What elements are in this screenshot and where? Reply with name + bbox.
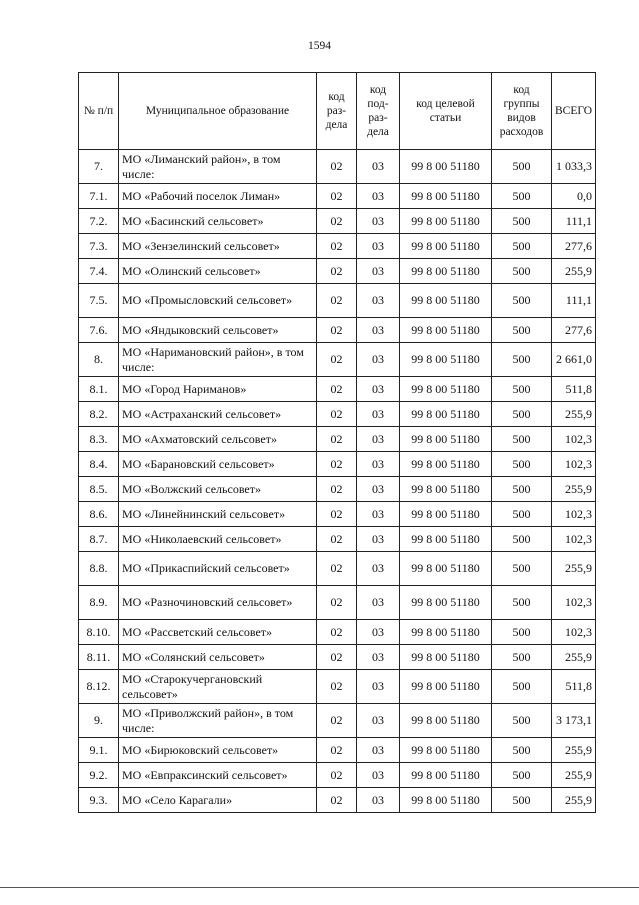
cell-total: 102,3 — [552, 586, 596, 620]
cell-municipality: МО «Басинский сельсовет» — [119, 209, 317, 234]
cell-expense-group-code: 500 — [492, 788, 552, 813]
cell-total: 255,9 — [552, 259, 596, 284]
cell-num: 7.6. — [79, 318, 119, 343]
cell-municipality: МО «Бирюковский сельсовет» — [119, 738, 317, 763]
cell-section-code: 02 — [317, 527, 357, 552]
cell-num: 8.7. — [79, 527, 119, 552]
table-header-row — [79, 73, 596, 150]
cell-total: 255,9 — [552, 477, 596, 502]
cell-num: 8.10. — [79, 620, 119, 645]
table-row — [79, 377, 596, 402]
cell-num: 8.4. — [79, 452, 119, 477]
cell-municipality: МО «Прикаспийский сельсовет» — [119, 552, 317, 586]
cell-subsection-code: 03 — [357, 318, 400, 343]
cell-municipality: МО «Промысловский сельсовет» — [119, 284, 317, 318]
cell-subsection-code: 03 — [357, 586, 400, 620]
cell-section-code: 02 — [317, 318, 357, 343]
table-row — [79, 150, 596, 184]
cell-total: 111,1 — [552, 284, 596, 318]
cell-expense-group-code: 500 — [492, 259, 552, 284]
table-row — [79, 452, 596, 477]
cell-subsection-code: 03 — [357, 452, 400, 477]
table-row — [79, 402, 596, 427]
cell-target-code: 99 8 00 51180 — [400, 427, 492, 452]
table-row — [79, 670, 596, 704]
cell-target-code: 99 8 00 51180 — [400, 452, 492, 477]
cell-subsection-code: 03 — [357, 150, 400, 184]
cell-section-code: 02 — [317, 150, 357, 184]
table-row — [79, 427, 596, 452]
table-row — [79, 763, 596, 788]
cell-total: 255,9 — [552, 645, 596, 670]
cell-expense-group-code: 500 — [492, 620, 552, 645]
cell-municipality: МО «Астраханский сельсовет» — [119, 402, 317, 427]
table-row — [79, 209, 596, 234]
cell-section-code: 02 — [317, 343, 357, 377]
cell-total: 102,3 — [552, 427, 596, 452]
cell-num: 8.2. — [79, 402, 119, 427]
cell-expense-group-code: 500 — [492, 452, 552, 477]
cell-municipality: МО «Наримановский район», в том числе: — [119, 343, 317, 377]
cell-section-code: 02 — [317, 704, 357, 738]
cell-num: 9.1. — [79, 738, 119, 763]
cell-num: 7.2. — [79, 209, 119, 234]
cell-municipality: МО «Ахматовский сельсовет» — [119, 427, 317, 452]
cell-num: 8.8. — [79, 552, 119, 586]
table-row — [79, 788, 596, 813]
cell-subsection-code: 03 — [357, 763, 400, 788]
cell-expense-group-code: 500 — [492, 284, 552, 318]
header-target-code: код целевой статьи — [400, 73, 492, 150]
cell-section-code: 02 — [317, 402, 357, 427]
cell-section-code: 02 — [317, 452, 357, 477]
cell-section-code: 02 — [317, 284, 357, 318]
cell-target-code: 99 8 00 51180 — [400, 645, 492, 670]
cell-expense-group-code: 500 — [492, 670, 552, 704]
table-row — [79, 586, 596, 620]
cell-target-code: 99 8 00 51180 — [400, 670, 492, 704]
cell-expense-group-code: 500 — [492, 586, 552, 620]
cell-expense-group-code: 500 — [492, 704, 552, 738]
table-row — [79, 284, 596, 318]
table-row — [79, 704, 596, 738]
table-row — [79, 502, 596, 527]
cell-subsection-code: 03 — [357, 259, 400, 284]
cell-expense-group-code: 500 — [492, 377, 552, 402]
cell-expense-group-code: 500 — [492, 763, 552, 788]
cell-section-code: 02 — [317, 477, 357, 502]
header-num: № п/п — [79, 73, 119, 150]
cell-total: 255,9 — [552, 552, 596, 586]
cell-expense-group-code: 500 — [492, 343, 552, 377]
cell-num: 8.11. — [79, 645, 119, 670]
cell-municipality: МО «Николаевский сельсовет» — [119, 527, 317, 552]
cell-num: 7. — [79, 150, 119, 184]
cell-section-code: 02 — [317, 502, 357, 527]
budget-table — [78, 72, 596, 813]
cell-target-code: 99 8 00 51180 — [400, 738, 492, 763]
page-number: 1594 — [308, 40, 331, 52]
cell-total: 255,9 — [552, 763, 596, 788]
cell-target-code: 99 8 00 51180 — [400, 259, 492, 284]
cell-section-code: 02 — [317, 738, 357, 763]
cell-target-code: 99 8 00 51180 — [400, 318, 492, 343]
cell-subsection-code: 03 — [357, 234, 400, 259]
cell-municipality: МО «Евпраксинский сельсовет» — [119, 763, 317, 788]
cell-subsection-code: 03 — [357, 670, 400, 704]
cell-expense-group-code: 500 — [492, 234, 552, 259]
cell-num: 8.5. — [79, 477, 119, 502]
cell-total: 255,9 — [552, 788, 596, 813]
cell-num: 8. — [79, 343, 119, 377]
cell-section-code: 02 — [317, 234, 357, 259]
cell-subsection-code: 03 — [357, 552, 400, 586]
cell-section-code: 02 — [317, 209, 357, 234]
cell-municipality: МО «Волжский сельсовет» — [119, 477, 317, 502]
table-row — [79, 234, 596, 259]
cell-municipality: МО «Село Карагали» — [119, 788, 317, 813]
cell-num: 7.4. — [79, 259, 119, 284]
header-total: ВСЕГО — [552, 73, 596, 150]
cell-expense-group-code: 500 — [492, 502, 552, 527]
cell-section-code: 02 — [317, 427, 357, 452]
cell-num: 8.3. — [79, 427, 119, 452]
cell-expense-group-code: 500 — [492, 402, 552, 427]
cell-section-code: 02 — [317, 620, 357, 645]
cell-municipality: МО «Барановский сельсовет» — [119, 452, 317, 477]
table-row — [79, 620, 596, 645]
cell-total: 0,0 — [552, 184, 596, 209]
table-row — [79, 318, 596, 343]
cell-subsection-code: 03 — [357, 402, 400, 427]
cell-target-code: 99 8 00 51180 — [400, 704, 492, 738]
cell-num: 8.6. — [79, 502, 119, 527]
header-subsection-code: код под- раз- дела — [357, 73, 400, 150]
cell-target-code: 99 8 00 51180 — [400, 586, 492, 620]
table-row — [79, 343, 596, 377]
cell-municipality: МО «Рабочий поселок Лиман» — [119, 184, 317, 209]
cell-expense-group-code: 500 — [492, 209, 552, 234]
cell-municipality: МО «Рассветский сельсовет» — [119, 620, 317, 645]
cell-subsection-code: 03 — [357, 502, 400, 527]
cell-subsection-code: 03 — [357, 184, 400, 209]
cell-subsection-code: 03 — [357, 620, 400, 645]
cell-num: 7.3. — [79, 234, 119, 259]
cell-municipality: МО «Олинский сельсовет» — [119, 259, 317, 284]
cell-num: 7.5. — [79, 284, 119, 318]
cell-subsection-code: 03 — [357, 788, 400, 813]
cell-target-code: 99 8 00 51180 — [400, 209, 492, 234]
cell-target-code: 99 8 00 51180 — [400, 234, 492, 259]
header-municipality: Муниципальное образование — [119, 73, 317, 150]
cell-target-code: 99 8 00 51180 — [400, 150, 492, 184]
cell-total: 3 173,1 — [552, 704, 596, 738]
cell-total: 277,6 — [552, 234, 596, 259]
cell-target-code: 99 8 00 51180 — [400, 377, 492, 402]
cell-total: 2 661,0 — [552, 343, 596, 377]
cell-target-code: 99 8 00 51180 — [400, 402, 492, 427]
cell-section-code: 02 — [317, 670, 357, 704]
cell-target-code: 99 8 00 51180 — [400, 527, 492, 552]
cell-section-code: 02 — [317, 763, 357, 788]
cell-target-code: 99 8 00 51180 — [400, 620, 492, 645]
cell-municipality: МО «Город Нариманов» — [119, 377, 317, 402]
cell-num: 9.3. — [79, 788, 119, 813]
cell-municipality: МО «Яндыковский сельсовет» — [119, 318, 317, 343]
cell-expense-group-code: 500 — [492, 738, 552, 763]
cell-total: 102,3 — [552, 527, 596, 552]
header-section-code: код раз- дела — [317, 73, 357, 150]
cell-expense-group-code: 500 — [492, 318, 552, 343]
cell-subsection-code: 03 — [357, 209, 400, 234]
cell-subsection-code: 03 — [357, 527, 400, 552]
cell-expense-group-code: 500 — [492, 645, 552, 670]
table-row — [79, 738, 596, 763]
cell-total: 277,6 — [552, 318, 596, 343]
cell-num: 8.12. — [79, 670, 119, 704]
cell-expense-group-code: 500 — [492, 427, 552, 452]
cell-num: 9.2. — [79, 763, 119, 788]
cell-subsection-code: 03 — [357, 343, 400, 377]
cell-subsection-code: 03 — [357, 477, 400, 502]
cell-subsection-code: 03 — [357, 738, 400, 763]
table-row — [79, 477, 596, 502]
cell-target-code: 99 8 00 51180 — [400, 284, 492, 318]
cell-total: 255,9 — [552, 738, 596, 763]
cell-subsection-code: 03 — [357, 704, 400, 738]
cell-total: 102,3 — [552, 620, 596, 645]
cell-expense-group-code: 500 — [492, 150, 552, 184]
cell-total: 102,3 — [552, 502, 596, 527]
table-row — [79, 552, 596, 586]
cell-section-code: 02 — [317, 259, 357, 284]
cell-target-code: 99 8 00 51180 — [400, 788, 492, 813]
cell-section-code: 02 — [317, 788, 357, 813]
cell-section-code: 02 — [317, 586, 357, 620]
cell-municipality: МО «Разночиновский сельсовет» — [119, 586, 317, 620]
cell-target-code: 99 8 00 51180 — [400, 184, 492, 209]
cell-municipality: МО «Солянский сельсовет» — [119, 645, 317, 670]
table-row — [79, 259, 596, 284]
cell-municipality: МО «Линейнинский сельсовет» — [119, 502, 317, 527]
cell-total: 255,9 — [552, 402, 596, 427]
cell-total: 111,1 — [552, 209, 596, 234]
cell-num: 8.9. — [79, 586, 119, 620]
table-row — [79, 645, 596, 670]
cell-expense-group-code: 500 — [492, 552, 552, 586]
header-expense-group-code: код группы видов расходов — [492, 73, 552, 150]
cell-section-code: 02 — [317, 552, 357, 586]
bottom-divider — [0, 887, 639, 888]
cell-target-code: 99 8 00 51180 — [400, 502, 492, 527]
cell-num: 8.1. — [79, 377, 119, 402]
cell-target-code: 99 8 00 51180 — [400, 477, 492, 502]
cell-section-code: 02 — [317, 377, 357, 402]
cell-subsection-code: 03 — [357, 427, 400, 452]
cell-target-code: 99 8 00 51180 — [400, 763, 492, 788]
cell-num: 7.1. — [79, 184, 119, 209]
table-row — [79, 184, 596, 209]
cell-section-code: 02 — [317, 645, 357, 670]
cell-total: 511,8 — [552, 377, 596, 402]
cell-subsection-code: 03 — [357, 377, 400, 402]
cell-municipality: МО «Приволжский район», в том числе: — [119, 704, 317, 738]
cell-municipality: МО «Старокучергановский сельсовет» — [119, 670, 317, 704]
cell-expense-group-code: 500 — [492, 184, 552, 209]
cell-municipality: МО «Лиманский район», в том числе: — [119, 150, 317, 184]
table-row — [79, 527, 596, 552]
cell-expense-group-code: 500 — [492, 477, 552, 502]
cell-subsection-code: 03 — [357, 645, 400, 670]
table-body — [79, 150, 596, 813]
cell-target-code: 99 8 00 51180 — [400, 552, 492, 586]
cell-total: 1 033,3 — [552, 150, 596, 184]
cell-total: 511,8 — [552, 670, 596, 704]
cell-target-code: 99 8 00 51180 — [400, 343, 492, 377]
cell-subsection-code: 03 — [357, 284, 400, 318]
cell-expense-group-code: 500 — [492, 527, 552, 552]
cell-total: 102,3 — [552, 452, 596, 477]
cell-section-code: 02 — [317, 184, 357, 209]
cell-num: 9. — [79, 704, 119, 738]
cell-municipality: МО «Зензелинский сельсовет» — [119, 234, 317, 259]
